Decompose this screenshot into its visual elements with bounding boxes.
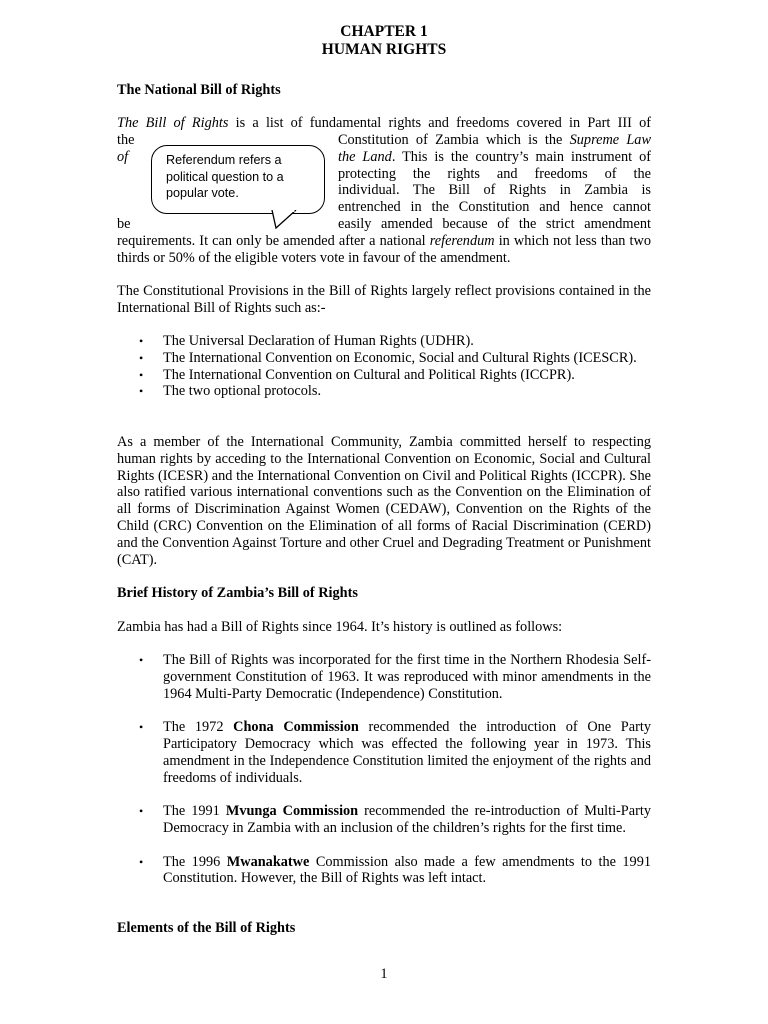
bill-of-rights-italic: The Bill of Rights (117, 115, 229, 131)
section-heading-national-bill: The National Bill of Rights (117, 82, 281, 98)
list-item-text-pre: The 1996 (163, 853, 227, 870)
bullet-icon: • (139, 334, 144, 348)
list-item-text: The Universal Declaration of Human Rights (UDHR). (163, 333, 474, 349)
list-item (117, 333, 651, 350)
list-item-text-post: recommended the introduction of One Party Participatory Democracy which was effected the following year in 1973. This amendment in the Independence Constitution limited the enjoyment of the rights and freedoms of individuals. (163, 719, 651, 786)
list-item-text-post: recommended the re-introduction of Multi-Party Democracy in Zambia with an inclusion of the children’s rights for the first time. (163, 803, 651, 836)
list-item-text: The two optional protocols. (163, 383, 322, 400)
callout-text: Referendum refers a political question to a popular vote. (166, 153, 284, 200)
narrow-line-1 (338, 132, 651, 149)
bullet-icon: • (139, 350, 144, 365)
left-word-of: of (117, 149, 129, 165)
list-item-text: The International Convention on Economic, Social and Cultural Rights (ICESCR). (163, 349, 637, 366)
narrow-line-2 (338, 149, 651, 166)
left-word-be: be (117, 216, 131, 232)
history-list (117, 652, 651, 887)
mwanakatwe-bold: Mwanakatwe (226, 853, 310, 870)
supreme-law-italic: Supreme Law (569, 132, 651, 148)
paragraph-1-tail (117, 233, 651, 267)
provisions-list (117, 333, 651, 400)
narrow-line-1-text: Constitution of Zambia which is the (338, 132, 570, 148)
narrow-line-3: protecting the rights and freedoms of the (338, 165, 651, 182)
bullet-icon: • (139, 653, 144, 667)
chona-commission-bold: Chona Commission (233, 719, 359, 736)
bullet-icon: • (139, 367, 144, 382)
paragraph-1-tail-b: in which not less than two thirds or 50% of the eligible voters vote in favour of the amendment. (117, 233, 651, 266)
the-land-italic: the Land (338, 148, 392, 165)
paragraph-1-tail-a: requirements. It can only be amended after a national (117, 233, 430, 249)
paragraph-2: The Constitutional Provisions in the Bill of Rights largely reflect provisions contained in the International Bill of Rights such as:- (117, 283, 651, 316)
list-item-text: The International Convention on Cultural and Political Rights (ICCPR). (163, 366, 575, 383)
list-item-text-post: Commission also made a few amendments to the 1991 Constitution. However, the Bill of Rights was left intact. (163, 853, 651, 887)
list-item (117, 719, 651, 786)
page-number: 1 (380, 966, 388, 982)
list-item-text: The Bill of Rights was incorporated for the first time in the Northern Rhodesia Self-government Constitution of 1963. It was reproduced with minor amendments in the 1964 Multi-Party Democratic (Independence) Constitution. (163, 652, 651, 702)
bullet-icon: • (139, 384, 144, 399)
list-item (117, 803, 651, 837)
mvunga-commission-bold: Mvunga Commission (225, 803, 359, 820)
section-heading-brief-history: Brief History of Zambia’s Bill of Rights (117, 585, 358, 601)
list-item-text-pre: The 1972 (163, 719, 234, 736)
paragraph-1-narrow-column (338, 132, 651, 233)
left-word-the: the (117, 132, 135, 148)
narrow-line-5: entrenched in the Constitution and hence cannot (338, 199, 651, 216)
callout-tail-icon (270, 210, 310, 230)
bullet-icon: • (139, 854, 144, 869)
paragraph-1-line-1 (117, 115, 651, 132)
bullet-icon: • (139, 720, 144, 735)
paragraph-3: As a member of the International Community, Zambia committed herself to respecting human rights by acceding to the International Convention on Economic, Social and Cultural Rights (ICESR) and the International Convention on Civil and Political Rights (ICCPR). She also ratified various international conventions such as the Convention on the Elimination of all forms of Discrimination Against Women (CEDAW), Convention on the Rights of the Child (CRC) Convention on the Elimination of all forms of Racial Discrimination (CERD) and the Convention Against Torture and other Cruel and Degrading Treatment or Punishment (CAT). (117, 434, 651, 568)
referendum-italic: referendum (429, 233, 495, 249)
chapter-title: HUMAN RIGHTS (321, 41, 447, 58)
list-item (117, 350, 651, 367)
chapter-heading (0, 23, 768, 59)
narrow-line-6: easily amended because of the strict amendment (338, 215, 651, 232)
narrow-line-4: individual. The Bill of Rights in Zambia is (338, 182, 651, 199)
narrow-line-2-text: . This is the country’s main instrument of (391, 148, 651, 165)
section-heading-elements: Elements of the Bill of Rights (117, 920, 296, 936)
paragraph-1-line-1-text: is a list of fundamental rights and freedoms covered in Part III of (228, 115, 651, 131)
chapter-number: CHAPTER 1 (340, 23, 428, 40)
list-item (117, 367, 651, 384)
history-intro: Zambia has had a Bill of Rights since 1964. It’s history is outlined as follows: (117, 619, 563, 635)
list-item (117, 854, 651, 888)
bullet-icon: • (139, 804, 144, 819)
list-item (117, 652, 651, 702)
list-item-text-pre: The 1991 (163, 803, 226, 820)
list-item (117, 383, 651, 400)
